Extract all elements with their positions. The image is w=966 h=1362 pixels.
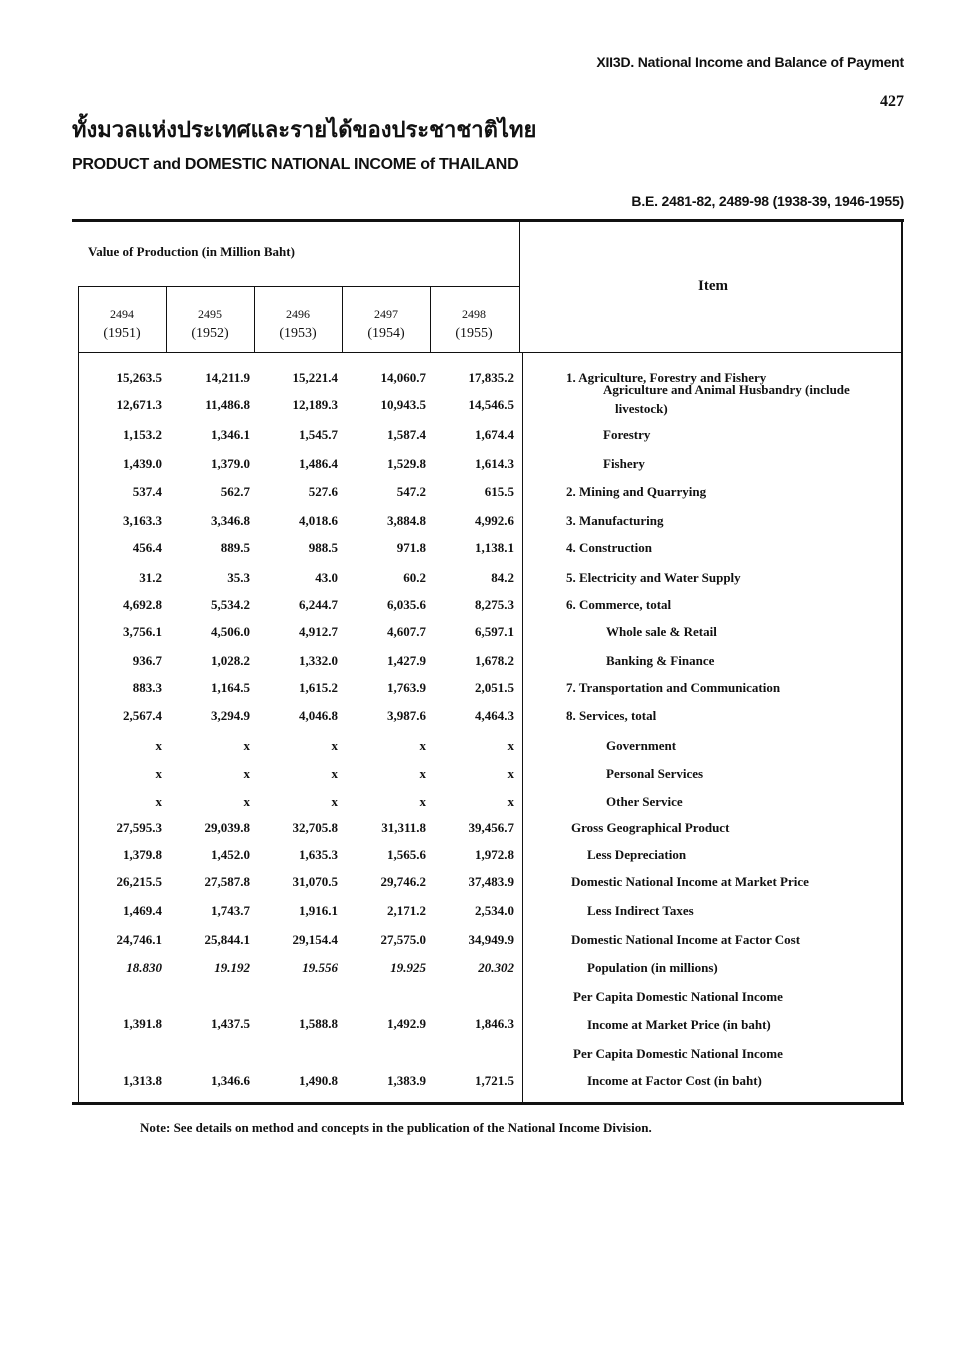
value-cell: 11,486.8 (205, 397, 250, 412)
value-cell: 3,756.1 (123, 624, 162, 639)
value-cell: 1,383.9 (387, 1073, 426, 1088)
item-label: Government (606, 738, 677, 753)
thai-title: ทั้งมวลแห่งประเทศและรายได้ของประชาชาติไทย (72, 118, 537, 143)
value-cell: x (331, 738, 338, 753)
value-cell: 31,070.5 (292, 874, 338, 889)
value-cell: 12,671.3 (116, 397, 162, 412)
value-cell: 1,439.0 (123, 456, 162, 471)
value-cell: 3,294.9 (211, 708, 250, 723)
value-cell: 29,039.8 (204, 820, 250, 835)
value-cell: x (507, 766, 514, 781)
footnote: Note: See details on method and concepts in the publication of the National Income Division. (140, 1120, 652, 1135)
value-cell: 2,051.5 (475, 680, 514, 695)
year-ce: (1951) (103, 326, 141, 341)
value-cell: 537.4 (132, 484, 162, 499)
value-cell: 1,164.5 (211, 680, 250, 695)
value-cell: 14,060.7 (380, 370, 426, 385)
value-cell: 19.556 (302, 960, 338, 975)
value-cell: 527.6 (308, 484, 338, 499)
value-cell: 84.2 (491, 570, 514, 585)
value-cell: 12,189.3 (292, 397, 338, 412)
body-left-border (78, 352, 79, 1102)
page-number: 427 (880, 93, 904, 110)
year-header (78, 304, 166, 344)
value-cell: 27,595.3 (116, 820, 162, 835)
value-cell: 3,346.8 (211, 513, 250, 528)
year-ce: (1952) (191, 326, 229, 341)
value-cell: 1,486.4 (299, 456, 338, 471)
item-label: 3. Manufacturing (566, 513, 664, 528)
value-cell: 456.4 (132, 540, 162, 555)
year-header (430, 304, 518, 344)
value-cell: 971.8 (396, 540, 426, 555)
value-cell: 1,678.2 (475, 653, 514, 668)
item-label: Per Capita Domestic National Income (573, 1046, 783, 1061)
value-cell: x (155, 738, 162, 753)
item-label: Less Depreciation (587, 847, 687, 862)
value-cell: 1,721.5 (475, 1073, 514, 1088)
value-cell: 615.5 (484, 484, 514, 499)
value-cell: x (419, 766, 426, 781)
year-header (342, 304, 430, 344)
item-label: Other Service (606, 794, 683, 809)
value-cell: 4,992.6 (475, 513, 514, 528)
value-cell: 1,565.6 (387, 847, 426, 862)
value-cell: 1,588.8 (299, 1016, 338, 1031)
value-cell: 1,379.8 (123, 847, 162, 862)
year-be: 2498 (462, 307, 486, 321)
value-cell: x (507, 794, 514, 809)
value-cell: x (243, 766, 250, 781)
value-cell: 4,464.3 (475, 708, 514, 723)
value-cell: 4,506.0 (211, 624, 250, 639)
value-cell: 1,614.3 (475, 456, 514, 471)
value-cell: 6,035.6 (387, 597, 426, 612)
value-cell: 1,379.0 (211, 456, 250, 471)
value-cell: x (243, 794, 250, 809)
item-label: 8. Services, total (566, 708, 657, 723)
item-label: 2. Mining and Quarrying (566, 484, 707, 499)
value-cell: 2,171.2 (387, 903, 426, 918)
value-cell: 8,275.3 (475, 597, 514, 612)
table-right-border (901, 222, 903, 1102)
value-cell: 1,391.8 (123, 1016, 162, 1031)
item-label-continued: Income at Market Price (in baht) (587, 1017, 771, 1032)
year-be: 2497 (374, 307, 398, 321)
item-label: Personal Services (606, 766, 704, 781)
year-ce: (1954) (367, 326, 405, 341)
value-of-production-label: Value of Production (in Million Baht) (88, 244, 295, 259)
table-bottom-rule (72, 1102, 904, 1105)
item-label: 6. Commerce, total (566, 597, 672, 612)
item-label: Population (in millions) (587, 960, 718, 975)
value-cell: 29,746.2 (380, 874, 426, 889)
value-cell: 17,835.2 (468, 370, 514, 385)
section-header: XII3D. National Income and Balance of Payment (596, 54, 904, 70)
value-cell: 4,018.6 (299, 513, 338, 528)
value-cell: 6,244.7 (299, 597, 338, 612)
value-cell: 1,587.4 (387, 427, 426, 442)
year-be: 2494 (110, 307, 134, 321)
value-cell: 35.3 (227, 570, 250, 585)
item-label: Less Indirect Taxes (587, 903, 694, 918)
value-cell: 3,987.6 (387, 708, 426, 723)
year-ce: (1953) (279, 326, 317, 341)
value-cell: 1,028.2 (211, 653, 250, 668)
value-cell: x (155, 794, 162, 809)
value-cell: 988.5 (308, 540, 338, 555)
value-cell: 2,534.0 (475, 903, 514, 918)
value-cell: 18.830 (126, 960, 162, 975)
item-label: Per Capita Domestic National Income (573, 989, 783, 1004)
value-cell: 15,263.5 (116, 370, 162, 385)
value-cell: 1,615.2 (299, 680, 338, 695)
value-cell: 1,490.8 (299, 1073, 338, 1088)
item-label: Banking & Finance (606, 653, 715, 668)
value-cell: 4,692.8 (123, 597, 162, 612)
value-cell: 14,211.9 (205, 370, 250, 385)
value-cell: 39,456.7 (468, 820, 514, 835)
value-cell: 6,597.1 (475, 624, 514, 639)
value-cell: 19.192 (214, 960, 250, 975)
item-label: Gross Geographical Product (571, 820, 730, 835)
value-cell: 1,916.1 (299, 903, 338, 918)
value-cell: 27,575.0 (380, 932, 426, 947)
value-cell: 562.7 (220, 484, 250, 499)
value-cell: 27,587.8 (204, 874, 250, 889)
value-cell: 34,949.9 (468, 932, 514, 947)
value-cell: 10,943.5 (380, 397, 426, 412)
value-cell: 4,046.8 (299, 708, 338, 723)
item-label: 5. Electricity and Water Supply (566, 570, 741, 585)
item-label: Forestry (603, 427, 651, 442)
value-cell: 1,972.8 (475, 847, 514, 862)
value-cell: 24,746.1 (116, 932, 162, 947)
value-cell: 29,154.4 (292, 932, 338, 947)
value-cell: 4,607.7 (387, 624, 426, 639)
value-cell: 883.3 (132, 680, 162, 695)
years-top-rule (78, 286, 519, 287)
value-cell: 1,846.3 (475, 1016, 514, 1031)
value-cell: 31,311.8 (381, 820, 426, 835)
value-cell: 1,427.9 (387, 653, 426, 668)
value-cell: 4,912.7 (299, 624, 338, 639)
period-label: B.E. 2481-82, 2489-98 (1938-39, 1946-1955) (631, 193, 904, 209)
value-cell: 1,763.9 (387, 680, 426, 695)
item-label-continued: livestock) (615, 401, 668, 416)
english-title: PRODUCT and DOMESTIC NATIONAL INCOME of THAILAND (72, 156, 519, 173)
value-cell: 1,635.3 (299, 847, 338, 862)
year-header (254, 304, 342, 344)
value-cell: 1,452.0 (211, 847, 250, 862)
item-label: 1. Agriculture, Forestry and Fishery (566, 370, 767, 385)
value-cell: 889.5 (220, 540, 250, 555)
value-cell: x (419, 738, 426, 753)
header-bottom-rule (78, 352, 902, 353)
value-cell: 5,534.2 (211, 597, 250, 612)
item-column-header: Item (698, 278, 728, 294)
value-cell: 43.0 (315, 570, 338, 585)
value-cell: 1,346.6 (211, 1073, 250, 1088)
value-cell: 3,884.8 (387, 513, 426, 528)
item-label-continued: Income at Factor Cost (in baht) (587, 1073, 762, 1088)
value-cell: x (331, 766, 338, 781)
value-cell: 3,163.3 (123, 513, 162, 528)
value-cell: 1,138.1 (475, 540, 514, 555)
item-label: 4. Construction (566, 540, 652, 555)
value-cell: 1,469.4 (123, 903, 162, 918)
year-be: 2495 (198, 307, 222, 321)
value-cell: 37,483.9 (468, 874, 514, 889)
value-cell: 25,844.1 (204, 932, 250, 947)
value-cell: x (155, 766, 162, 781)
value-cell: x (243, 738, 250, 753)
value-cell: x (419, 794, 426, 809)
value-cell: x (507, 738, 514, 753)
value-cell: 936.7 (132, 653, 162, 668)
value-cell: 547.2 (396, 484, 426, 499)
table-top-rule (72, 219, 904, 222)
item-label: Domestic National Income at Factor Cost (571, 932, 801, 947)
value-cell: 1,674.4 (475, 427, 514, 442)
value-cell: x (331, 794, 338, 809)
value-cell: 31.2 (139, 570, 162, 585)
item-label: Domestic National Income at Market Price (571, 874, 809, 889)
body-divider (522, 352, 523, 1102)
value-cell: 1,529.8 (387, 456, 426, 471)
value-cell: 2,567.4 (123, 708, 162, 723)
value-cell: 1,332.0 (299, 653, 338, 668)
value-cell: 60.2 (403, 570, 426, 585)
header-divider (519, 222, 520, 352)
value-cell: 15,221.4 (292, 370, 338, 385)
item-label: 7. Transportation and Communication (566, 680, 781, 695)
item-label: Fishery (603, 456, 645, 471)
value-cell: 14,546.5 (468, 397, 514, 412)
value-cell: 19.925 (390, 960, 426, 975)
value-cell: 20.302 (478, 960, 514, 975)
year-header (166, 304, 254, 344)
value-cell: 32,705.8 (292, 820, 338, 835)
value-cell: 1,743.7 (211, 903, 250, 918)
item-label: Whole sale & Retail (606, 624, 717, 639)
value-cell: 1,492.9 (387, 1016, 426, 1031)
value-cell: 1,545.7 (299, 427, 338, 442)
value-cell: 1,153.2 (123, 427, 162, 442)
value-cell: 1,346.1 (211, 427, 250, 442)
item-label: Agriculture and Animal Husbandry (include (603, 382, 850, 397)
value-cell: 1,313.8 (123, 1073, 162, 1088)
year-ce: (1955) (455, 326, 493, 341)
value-cell: 26,215.5 (116, 874, 162, 889)
value-cell: 1,437.5 (211, 1016, 250, 1031)
year-be: 2496 (286, 307, 310, 321)
